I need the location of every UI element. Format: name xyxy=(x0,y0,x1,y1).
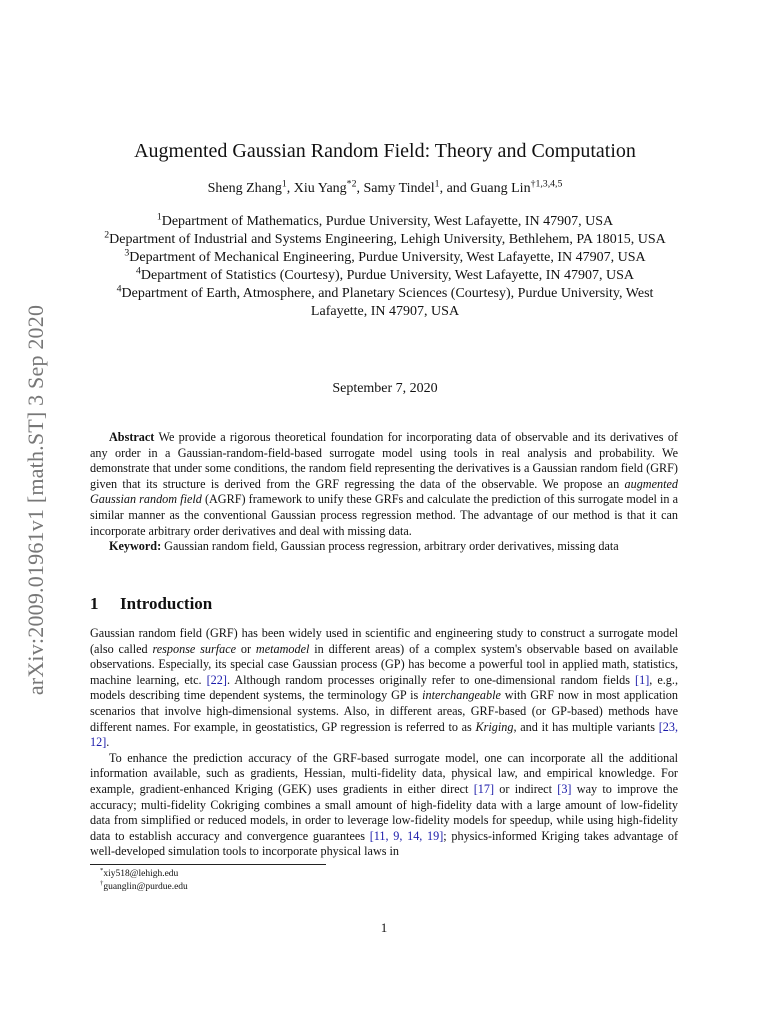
keywords xyxy=(90,539,678,555)
body-emphasis: interchangeable xyxy=(422,688,501,703)
body-text: or xyxy=(236,641,256,656)
footnote-email[interactable]: xiy518@lehigh.edu xyxy=(103,869,179,879)
citation-link[interactable]: [23, 12] xyxy=(90,719,678,750)
citation-link[interactable]: [17] xyxy=(473,781,495,796)
section-body xyxy=(90,626,678,860)
affiliation-mark: 4 xyxy=(116,283,122,295)
body-text: Gaussian random field (GRF) has been widely used in scientific and engineering study to construct a surrogate model (also called xyxy=(90,626,678,656)
paper-title: Augmented Gaussian Random Field: Theory and Computation xyxy=(134,140,636,162)
affiliation-text: Department of Mathematics, Purdue University, West Lafayette, IN 47907, USA xyxy=(161,214,614,229)
keyword-text: Gaussian random field, Gaussian process regression, arbitrary order derivatives, missing data xyxy=(161,539,619,554)
affiliation-text: Department of Industrial and Systems Engineering, Lehigh University, Bethlehem, PA 18015, USA xyxy=(109,232,666,247)
author-affiliation-mark: †1,3,4,5 xyxy=(530,178,563,190)
author-list xyxy=(90,178,680,197)
body-emphasis: metamodel xyxy=(255,641,310,656)
author-name: Sheng Zhang xyxy=(207,181,282,196)
footnote-email[interactable]: guanglin@purdue.edu xyxy=(103,882,188,892)
abstract-paragraph xyxy=(90,430,678,539)
affiliation-text: Department of Statistics (Courtesy), Purdue University, West Lafayette, IN 47907, USA xyxy=(140,268,634,283)
affiliation-mark: 3 xyxy=(124,247,130,259)
author-name: Samy Tindel xyxy=(363,181,435,196)
body-paragraph xyxy=(90,751,678,860)
abstract-emphasis: augmented Gaussian random field xyxy=(90,476,678,507)
citation-link[interactable]: [1] xyxy=(635,672,650,687)
footnote xyxy=(100,868,188,881)
citation-link[interactable]: [22] xyxy=(206,672,227,687)
author-affiliation-mark: 1 xyxy=(281,178,287,190)
affiliation-mark: 1 xyxy=(156,211,162,223)
body-text: . Although random processes originally refer to one-dimensional random fields xyxy=(226,672,636,687)
affiliation-mark: 2 xyxy=(104,229,110,241)
footnote-divider xyxy=(90,864,326,865)
body-text: way to improve the accuracy; multi-fidelity Cokriging combines a small amount of high-fidelity data with a large amount of low-fidelity data from simplified or reduced models, in order to leverage low-fidelity models for speedup, while using high-fidelity data to establish accuracy and convergence guarantees xyxy=(90,781,678,843)
arxiv-sidebar-stamp xyxy=(22,270,50,730)
affiliation-text: Department of Earth, Atmosphere, and Planetary Sciences (Courtesy), Purdue University, West Lafayette, IN 47907, USA xyxy=(121,286,654,319)
body-text: , e.g., models describing time dependent systems, the terminology GP is xyxy=(90,672,678,703)
abstract-text: (AGRF) framework to unify these GRFs and calculate the prediction of this surrogate model in a similar manner as the conventional Gaussian process regression method. The advantage of our method is that it can incorporate arbitrary order derivatives and deal with missing data. xyxy=(90,492,678,538)
author-affiliation-mark: 1 xyxy=(434,178,440,190)
abstract-label: Abstract xyxy=(109,430,155,444)
author-separator: , xyxy=(286,181,294,196)
arxiv-identifier: arXiv:2009.01961v1 [math.ST] 3 Sep 2020 xyxy=(23,304,48,696)
body-text: or indirect xyxy=(494,781,558,796)
body-text: with GRF now in most application scenarios that involve high-dimensional systems. Also, in different areas, GRF-based (or GP-based) methods have different names. For example, in geostatistics, GP regression is referred to as xyxy=(90,688,678,734)
body-emphasis: response surface xyxy=(152,641,237,656)
body-emphasis: Kriging xyxy=(475,719,514,734)
body-text: To enhance the prediction accuracy of the GRF-based surrogate model, one can incorporate all the additional information available, such as gradients, Hessian, multi-fidelity data, physical law, and empirical knowledge. For example, gradient-enhanced Kriging (GEK) uses gradients in either direct xyxy=(90,750,678,796)
author-name: Xiu Yang xyxy=(293,181,347,196)
body-paragraph xyxy=(90,626,678,751)
footnote xyxy=(100,881,188,894)
abstract xyxy=(90,430,678,555)
page-number: 1 xyxy=(380,920,388,935)
affiliation-list xyxy=(90,213,680,321)
author-separator: , and xyxy=(439,181,471,196)
body-text: . xyxy=(106,735,110,750)
author-affiliation-mark: *2 xyxy=(346,178,357,190)
affiliation-mark: 4 xyxy=(136,265,141,277)
section-title: Introduction xyxy=(120,594,213,613)
affiliation-text: Department of Mechanical Engineering, Purdue University, West Lafayette, IN 47907, USA xyxy=(129,250,646,265)
author-separator: , xyxy=(356,181,364,196)
footnotes xyxy=(100,868,188,894)
affiliation xyxy=(90,213,680,231)
keyword-label: Keyword: xyxy=(109,539,162,554)
body-text: in different areas) of a complex system's observable based on available observations. Especially, its special case Gaussian process (GP) has become a powerful tool in applied math, statistics, machine learning, etc. xyxy=(90,641,678,687)
affiliation xyxy=(90,249,680,267)
section-number: 1 xyxy=(90,594,99,613)
affiliation xyxy=(90,231,680,249)
body-text: ; physics-informed Kriging takes advantage of well-developed simulation tools to incorporate physical laws in xyxy=(90,828,679,859)
section-heading xyxy=(90,594,212,614)
publication-date: September 7, 2020 xyxy=(332,381,438,396)
abstract-text: We provide a rigorous theoretical foundation for incorporating data of observable and its derivatives of any order in a Gaussian-random-field-based surrogate model using tools in real analysis and probability. We demonstrate that under some conditions, the random field representing the derivatives is a Gaussian random field (GRF) given that its structure is derived from the GRF regressing the data of the observable. We propose an xyxy=(90,430,678,491)
affiliation xyxy=(90,267,680,285)
citation-link[interactable]: [3] xyxy=(557,781,572,796)
author-name: Guang Lin xyxy=(470,181,531,196)
citation-link[interactable]: [11, 9, 14, 19] xyxy=(369,828,444,843)
footnote-mark: † xyxy=(100,879,104,887)
footnote-mark: * xyxy=(100,866,104,874)
affiliation xyxy=(90,285,680,321)
body-text: , and it has multiple variants xyxy=(513,719,659,734)
